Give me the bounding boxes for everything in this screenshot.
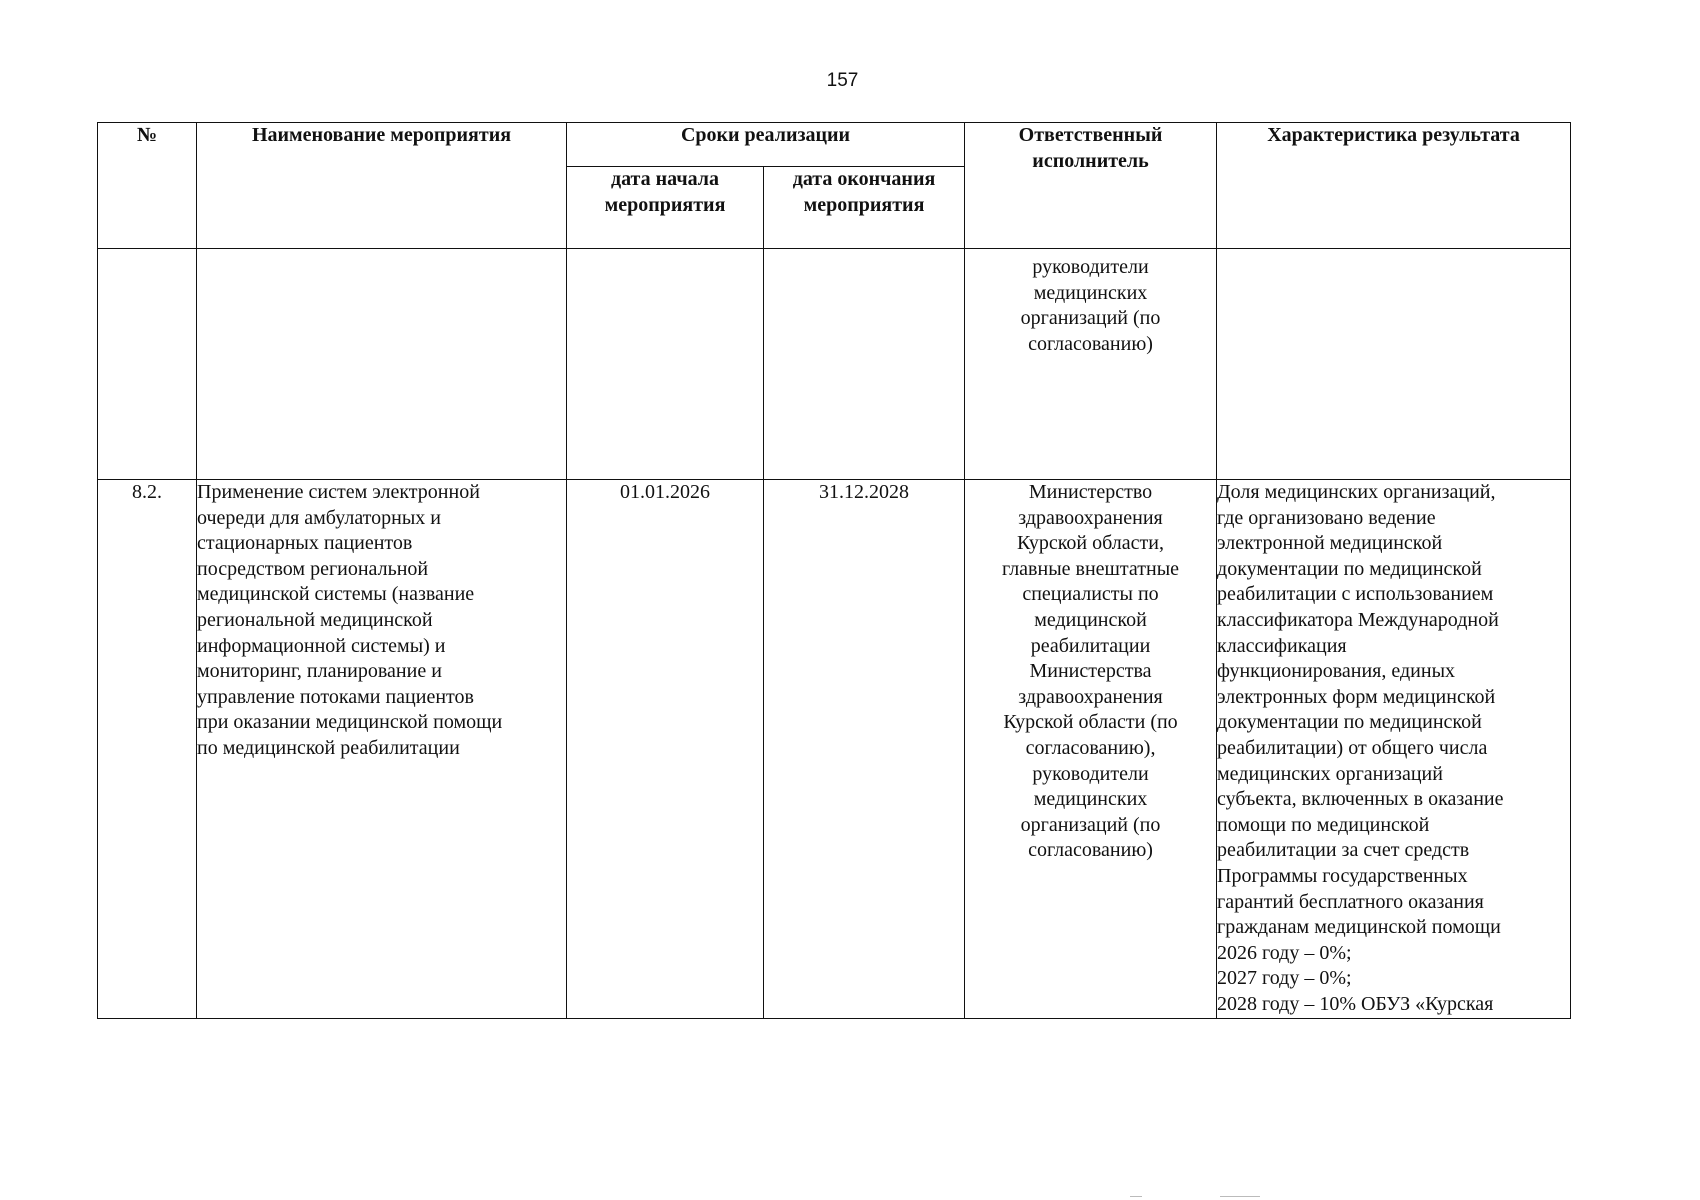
scan-artifact-line [1220, 1196, 1260, 1197]
table-row [98, 480, 1571, 1019]
cell-end-date: 31.12.2028 [764, 480, 965, 1019]
cell-result: Доля медицинских организаций, где организовано ведение электронной медицинской документации по медицинской реабилитации с использованием классификатора Международной классификация функционирования, единых электронных форм медицинской документации по медицинской реабилитации) от общего числа медицинских организаций субъекта, включенных в оказание помощи по медицинской реабилитации за счет средств Программы государственных гарантий бесплатного оказания гражданам медицинской помощи 2026 году – 0%; 2027 году – 0%; 2028 году – 10% ОБУЗ «Курская [1217, 480, 1571, 1019]
scan-artifact-line [1130, 1196, 1142, 1197]
table-row [98, 249, 1571, 480]
cell-responsible: руководители медицинских организаций (по согласованию) [965, 249, 1217, 480]
header-start-date: дата начала мероприятия [567, 167, 764, 249]
cell-responsible: Министерство здравоохранения Курской области, главные внештатные специалисты по медицинской реабилитации Министерства здравоохранения Курской области (по согласованию), руководители медицинских организаций (по согласованию) [965, 480, 1217, 1019]
header-result: Характеристика результата [1217, 123, 1571, 249]
header-terms: Сроки реализации [567, 123, 965, 167]
cell-start-date [567, 249, 764, 480]
header-name: Наименование мероприятия [197, 123, 567, 249]
activities-table [97, 122, 1571, 1019]
page-number: 157 [826, 70, 859, 91]
cell-name: Применение систем электронной очереди для амбулаторных и стационарных пациентов посредством региональной медицинской системы (название региональной медицинской информационной системы) и мониторинг, планирование и управление потоками пациентов при оказании медицинской помощи по медицинской реабилитации [197, 480, 567, 1019]
cell-num [98, 249, 197, 480]
cell-start-date: 01.01.2026 [567, 480, 764, 1019]
cell-result [1217, 249, 1571, 480]
cell-num: 8.2. [98, 480, 197, 1019]
cell-name [197, 249, 567, 480]
header-end-date: дата окончания мероприятия [764, 167, 965, 249]
cell-end-date [764, 249, 965, 480]
header-responsible: Ответственный исполнитель [965, 123, 1217, 249]
header-num: № [98, 123, 197, 249]
